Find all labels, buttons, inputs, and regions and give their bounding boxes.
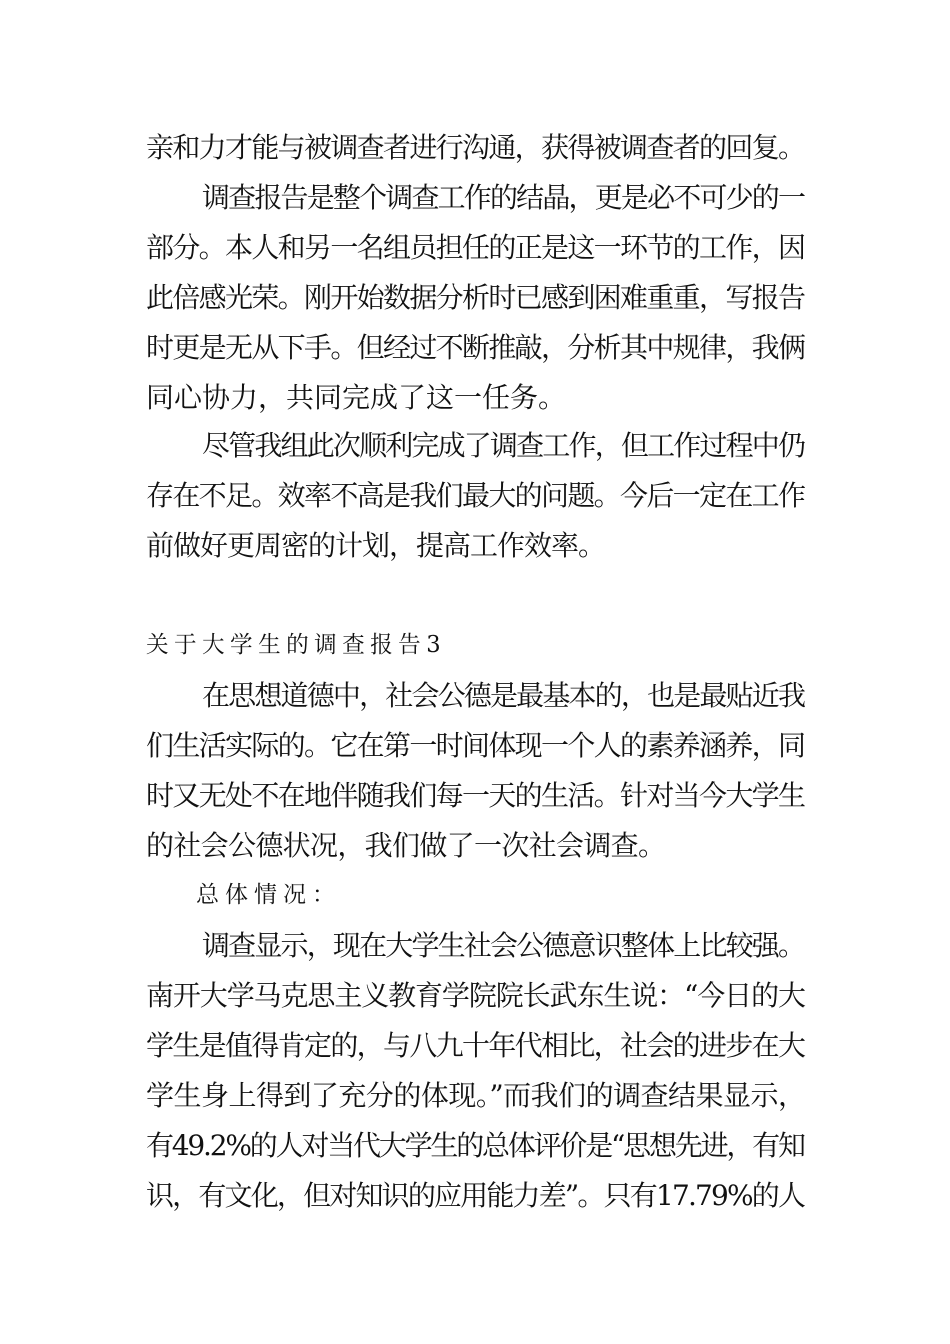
- subheading: 总体情况：: [196, 882, 341, 908]
- paragraph-line: 学生是值得肯定的，与八九十年代相比，社会的进步在大: [146, 1029, 805, 1062]
- paragraph-line: 调查显示，现在大学生社会公德意识整体上比较强。: [202, 929, 805, 962]
- paragraph-line: 时又无处不在地伴随我们每一天的生活。针对当今大学生: [146, 779, 805, 812]
- paragraph-line: 前做好更周密的计划，提高工作效率。: [146, 529, 605, 562]
- paragraph-line: 学生身上得到了充分的体现。”而我们的调查结果显示，: [146, 1079, 806, 1112]
- paragraph-line: 部分。本人和另一名组员担任的正是这一环节的工作，因: [146, 231, 805, 264]
- paragraph-line: 存在不足。效率不高是我们最大的问题。今后一定在工作: [146, 479, 805, 512]
- paragraph-line: 同心协力，共同完成了这一任务。: [146, 381, 566, 414]
- paragraph-line: 们生活实际的。它在第一时间体现一个人的素养涵养，同: [146, 729, 805, 762]
- paragraph-line: 此倍感光荣。刚开始数据分析时已感到困难重重，写报告: [146, 281, 805, 314]
- section-heading: 关于大学生的调查报告3: [146, 632, 446, 658]
- paragraph-line: 调查报告是整个调查工作的结晶，更是必不可少的一: [202, 181, 805, 214]
- paragraph-line: 有49.2%的人对当代大学生的总体评价是“思想先进，有知: [146, 1129, 804, 1162]
- paragraph-line: 尽管我组此次顺利完成了调查工作，但工作过程中仍: [202, 429, 805, 462]
- paragraph-line: 的社会公德状况，我们做了一次社会调查。: [146, 829, 666, 862]
- paragraph-line: 识，有文化，但对知识的应用能力差”。只有17.79%的人: [146, 1179, 805, 1212]
- paragraph-line: 时更是无从下手。但经过不断推敲，分析其中规律，我俩: [146, 331, 805, 364]
- paragraph-line: 南开大学马克思主义教育学院院长武东生说：“今日的大: [146, 979, 805, 1012]
- paragraph-line: 亲和力才能与被调查者进行沟通，获得被调查者的回复。: [146, 131, 805, 164]
- paragraph-line: 在思想道德中，社会公德是最基本的，也是最贴近我: [202, 679, 805, 712]
